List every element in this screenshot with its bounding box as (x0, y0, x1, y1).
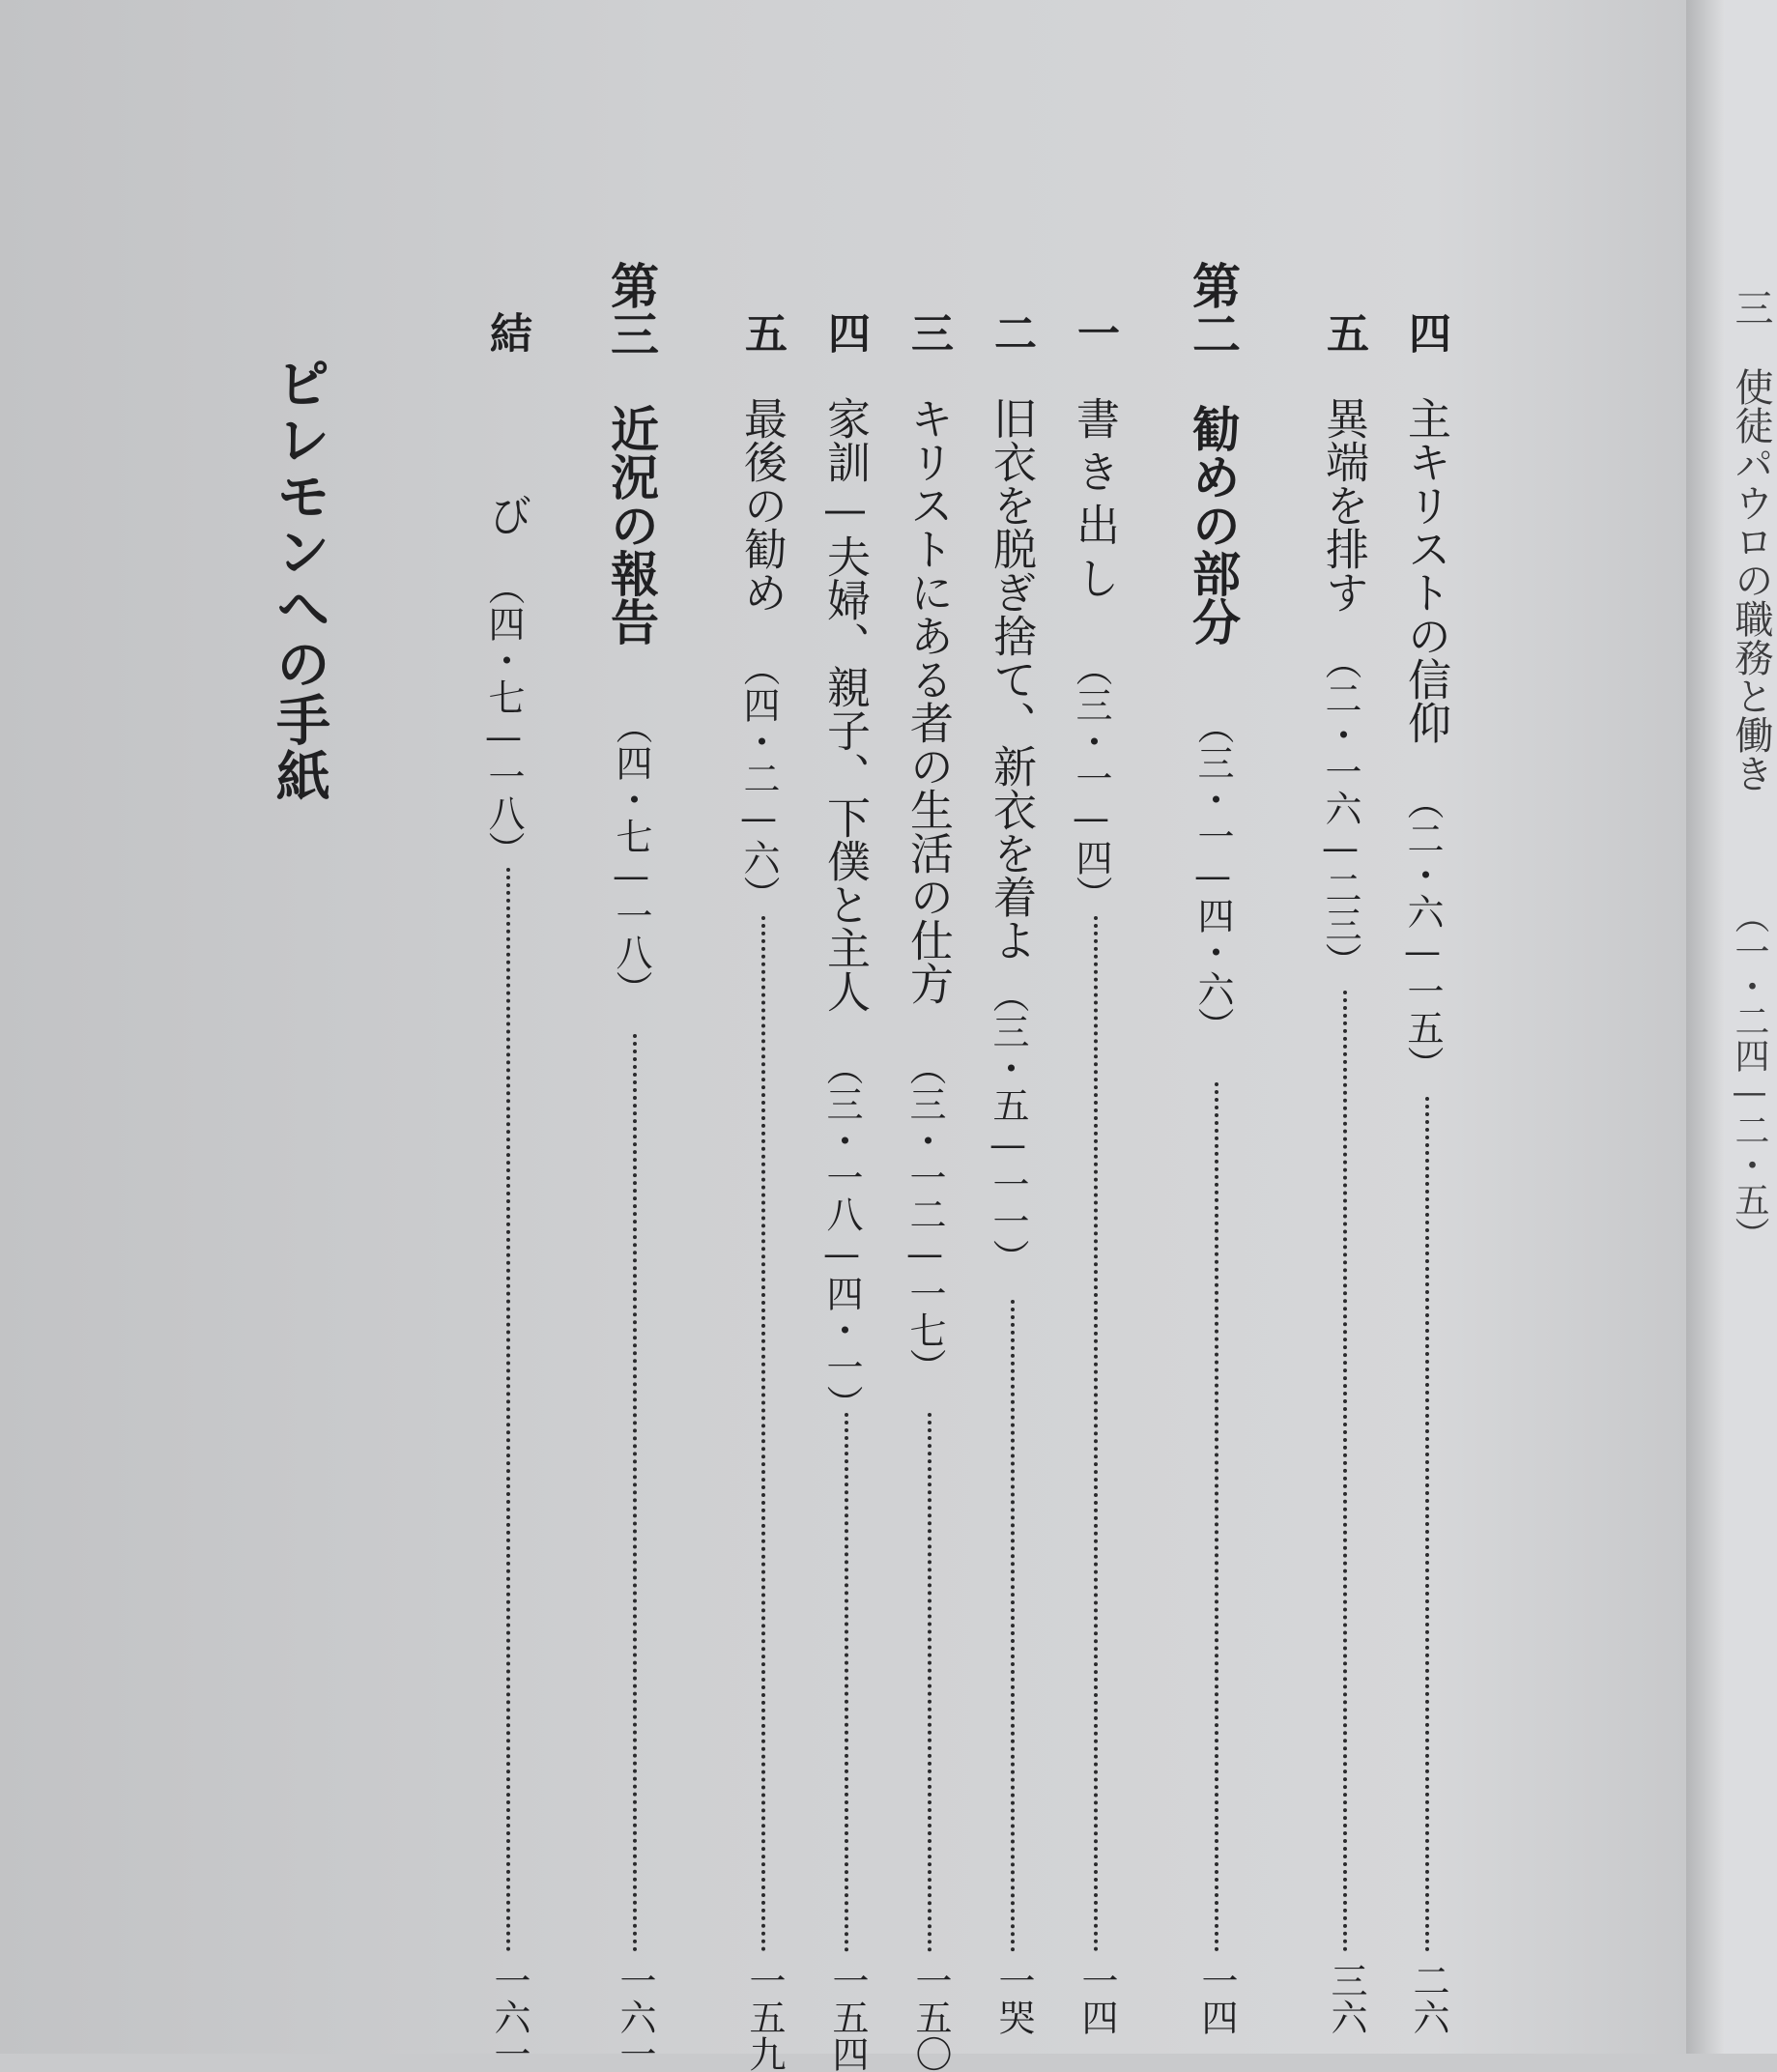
toc-title: 旧衣を脱ぎ捨て、新衣を着よ (986, 396, 1037, 962)
next-page-edge (1725, 0, 1777, 2054)
toc-leader-dots (1425, 1097, 1429, 1952)
next-page-number: 三 (1729, 288, 1773, 327)
toc-reference: （三・一八—四・一） (820, 1049, 863, 1422)
toc-title: キリストにある者の生活の仕方 (903, 396, 954, 1005)
next-page-reference: （一・二四—二・五） (1730, 899, 1769, 1252)
next-page-title: 使徒パウロの職務と働き (1729, 367, 1773, 792)
toc-leader-dots (761, 916, 765, 1952)
toc-reference: （三・一—四・六） (1191, 707, 1234, 1044)
toc-page-number: 一四 (1075, 1962, 1118, 2035)
toc-number: 五 (737, 311, 787, 354)
toc-number: 二 (987, 311, 1036, 354)
toc-reference: （四・七—一八） (482, 568, 525, 868)
toc-title: 書き出し (1069, 396, 1120, 609)
toc-reference: （二・一六—二三） (1319, 643, 1361, 979)
toc-leader-dots (633, 1034, 637, 1952)
toc-reference: （三・一—四） (1070, 649, 1112, 912)
toc-page-number: 一五〇 (909, 1962, 952, 2072)
toc-reference: （四・七—一八） (610, 707, 652, 1007)
toc-reference: （三・一二—一七） (903, 1049, 946, 1385)
toc-page-number: 三六 (1325, 1962, 1367, 2035)
toc-reference: （二・六—一五） (1401, 783, 1444, 1082)
toc-page-number: 一六一 (488, 1962, 530, 2072)
toc-leader-dots (845, 1413, 848, 1952)
book-gutter (1686, 0, 1725, 2054)
toc-number: 三 (903, 311, 953, 354)
toc-title: 最後の勧め (736, 396, 788, 614)
toc-page-number: 二六 (1407, 1962, 1449, 2035)
toc-number: 一 (1070, 311, 1119, 354)
toc-number: 四 (1401, 311, 1450, 354)
toc-title: 主キリストの信仰 (1400, 396, 1451, 744)
toc-page-number: 一五四 (826, 1962, 869, 2072)
toc-leader-dots (1343, 991, 1347, 1952)
toc-page-number: 一五九 (743, 1962, 786, 2072)
toc-number: 四 (820, 311, 870, 354)
toc-reference: （四・二—六） (737, 649, 780, 912)
toc-leader-dots (928, 1413, 931, 1952)
toc-title: 異端を排す (1318, 396, 1369, 614)
toc-leader-dots (1215, 1082, 1218, 1952)
toc-title: 近況の報告 (603, 404, 660, 646)
toc-leader-dots (506, 868, 510, 1952)
toc-page-number: 一哭 (992, 1962, 1035, 2035)
toc-number: 結 (482, 311, 531, 354)
toc-title: 勧めの部分 (1185, 404, 1242, 646)
toc-page-number: 一四 (1195, 1962, 1238, 2035)
toc-number: 第二 (1185, 261, 1242, 358)
toc-number: 五 (1319, 311, 1368, 354)
toc-reference: （三・五—一一） (987, 976, 1029, 1276)
toc-page-number: 一六一 (614, 1962, 656, 2072)
section-heading: ピレモンへの手紙 (268, 356, 331, 804)
toc-title: 家訓—夫婦、親子、下僕と主人 (819, 396, 871, 1013)
toc-title: び (481, 493, 532, 536)
toc-number: 第三 (603, 261, 660, 358)
toc-leader-dots (1094, 916, 1098, 1952)
toc-leader-dots (1011, 1300, 1015, 1952)
